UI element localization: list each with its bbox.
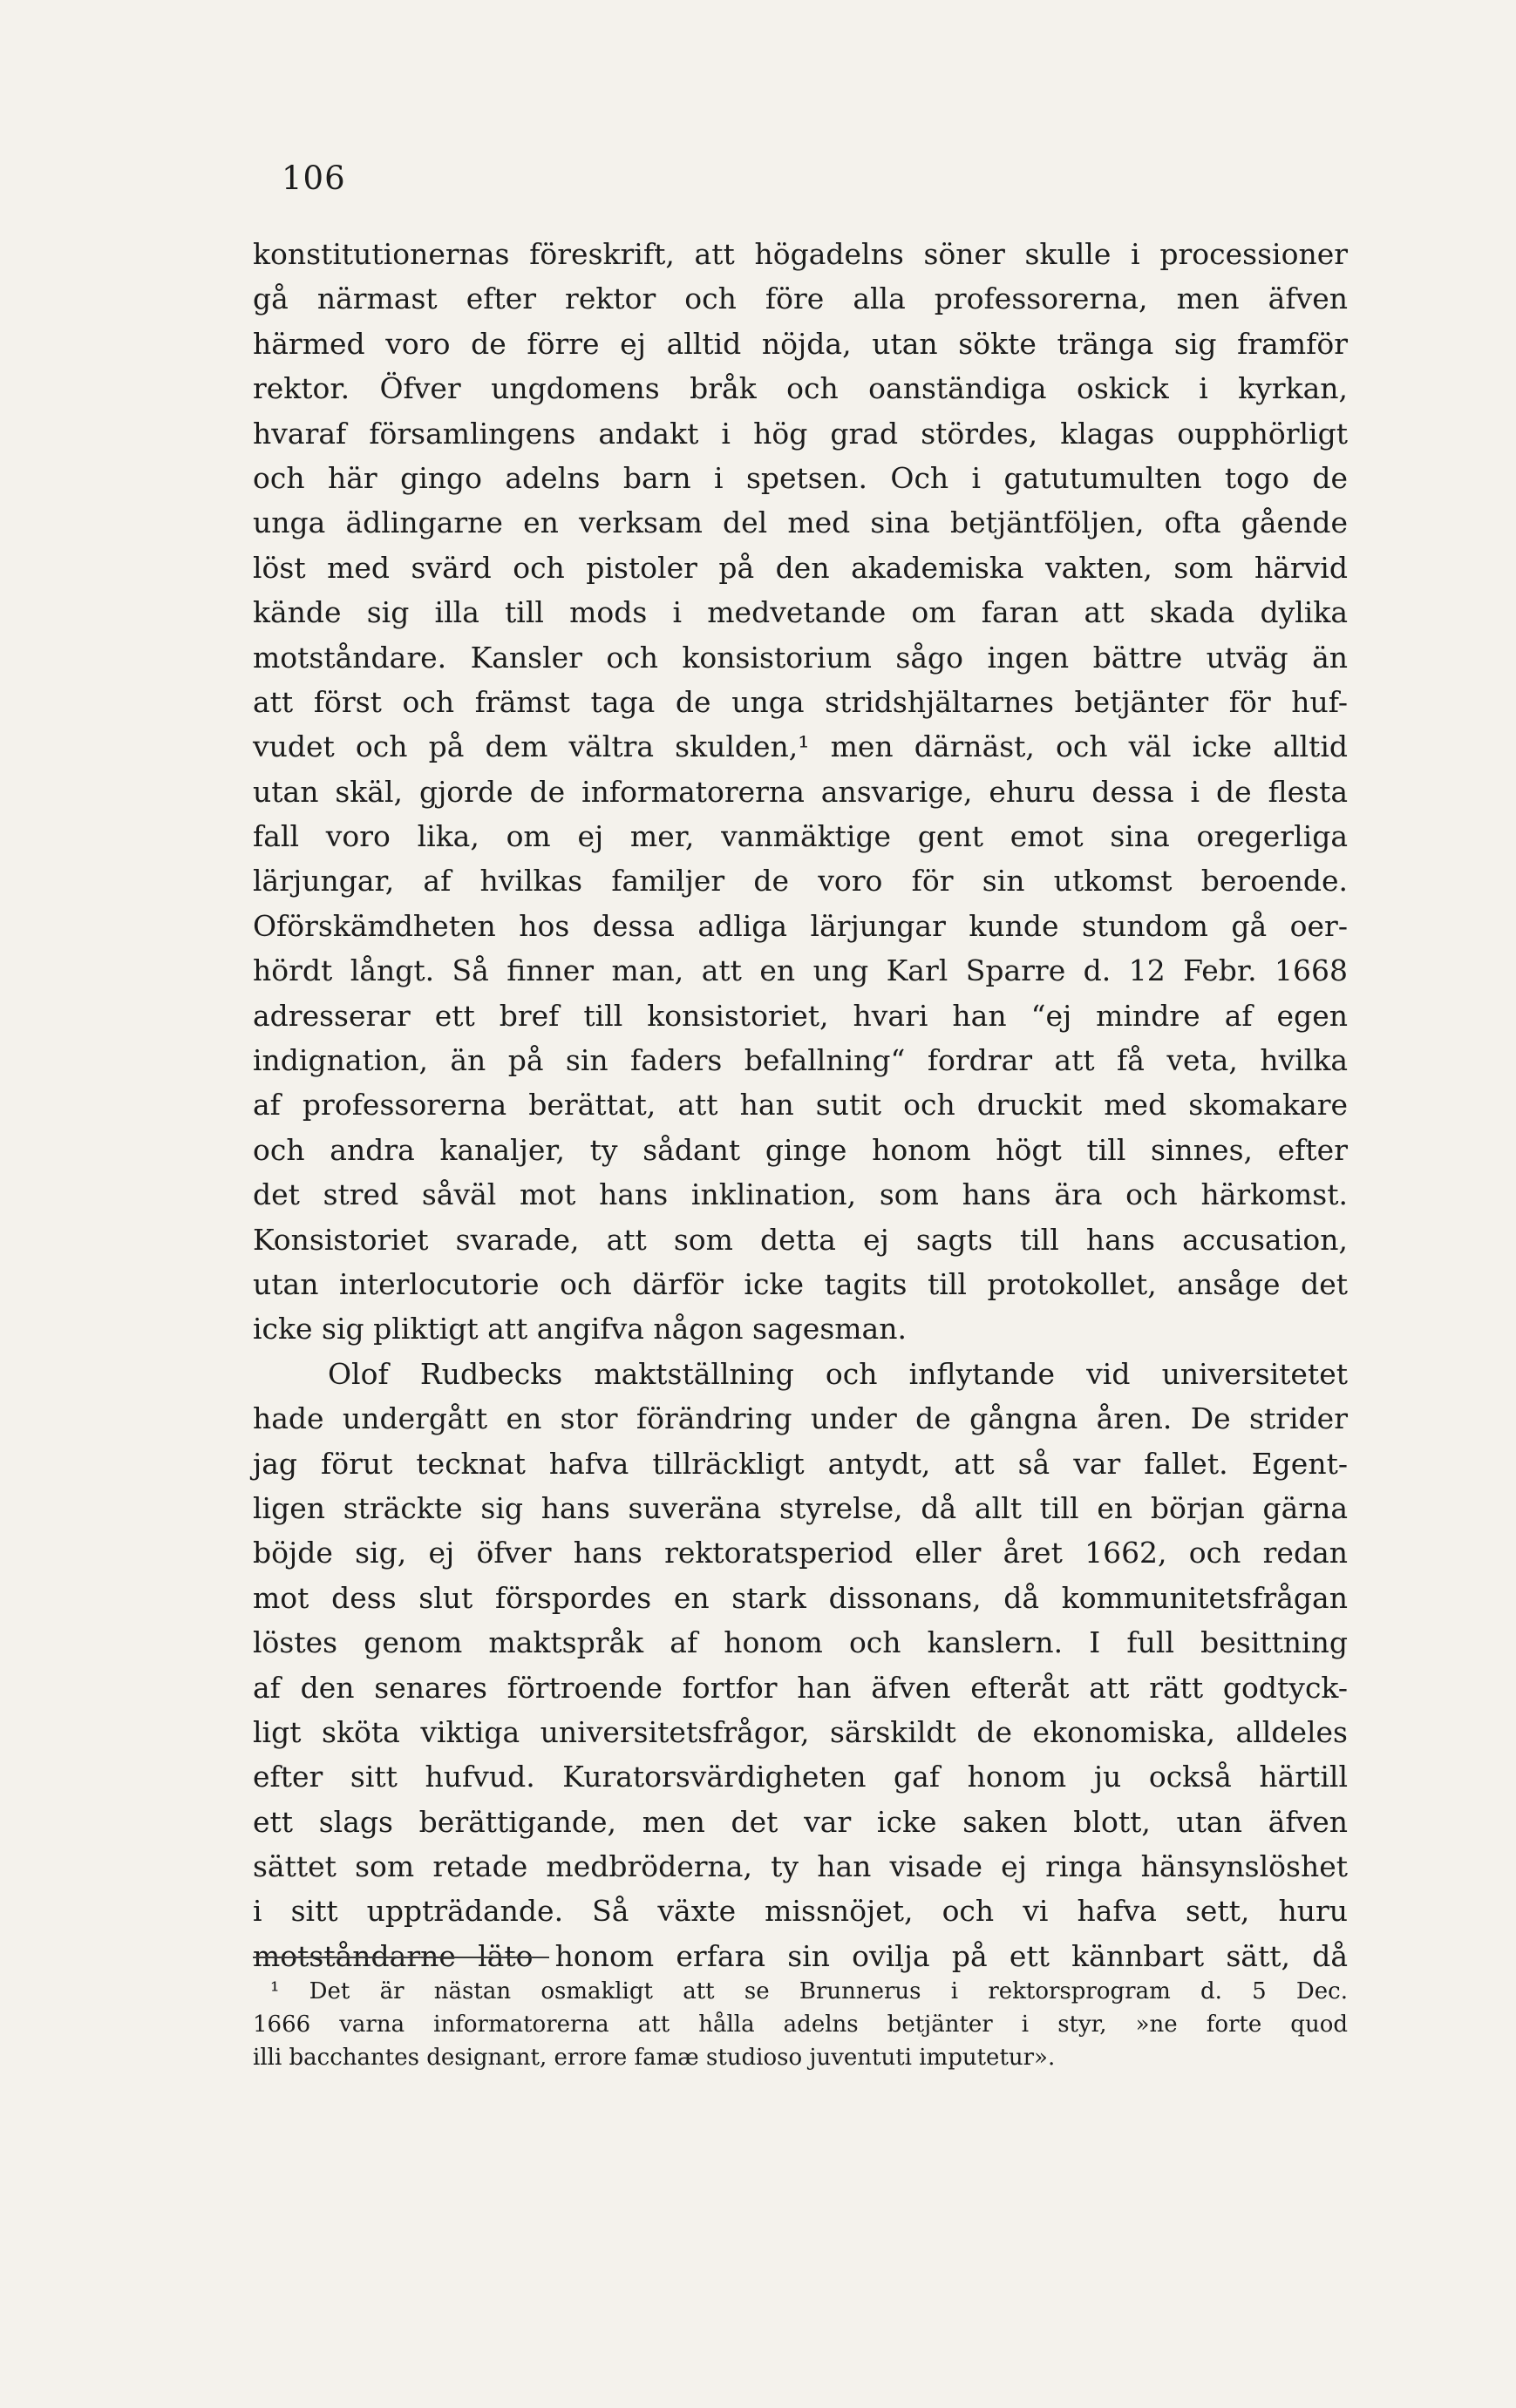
text-line: och här gingo adelns barn i spetsen. Och i gatutumulten togo de — [253, 460, 1348, 495]
text-line: ligt sköta viktiga universitetsfrågor, särskildt de ekonomiska, alldeles — [253, 1714, 1348, 1749]
text-line: vudet och på dem vältra skulden,¹ men därnäst, och väl icke alltid — [253, 729, 1348, 764]
text-line: af professorerna berättat, att han sutit och druckit med skomakare — [253, 1088, 1348, 1123]
text-line: jag förut tecknat hafva tillräckligt antydt, att så var fallet. Egent- — [253, 1446, 1348, 1481]
text-line: adresserar ett bref till konsistoriet, hvari han “ej mindre af egen — [253, 998, 1348, 1033]
footnote-line: ¹ Det är nästan osmakligt att se Brunnerus i rektorsprogram d. 5 Dec. — [270, 1978, 1348, 2004]
paragraph-start-line: Olof Rudbecks maktställning och inflytande vid universitetet — [328, 1356, 1348, 1391]
text-line: hvaraf församlingens andakt i hög grad stördes, klagas oupphörligt — [253, 416, 1348, 451]
text-line: det stred såväl mot hans inklination, som hans ära och härkomst. — [253, 1177, 1348, 1212]
text-line: sättet som retade medbröderna, ty han visade ej ringa hänsynslöshet — [253, 1849, 1348, 1884]
text-line: Konsistoriet svarade, att som detta ej sagts till hans accusation, — [253, 1222, 1348, 1257]
text-line: lärjungar, af hvilkas familjer de voro för sin utkomst beroende. — [253, 864, 1348, 899]
text-line: löstes genom maktspråk af honom och kanslern. I full besittning — [253, 1625, 1348, 1660]
text-line: och andra kanaljer, ty sådant ginge honom högt till sinnes, efter — [253, 1132, 1348, 1167]
text-line: i sitt uppträdande. Så växte missnöjet, och vi hafva sett, huru — [253, 1894, 1348, 1929]
text-line: ligen sträckte sig hans suveräna styrelse, då allt till en början gärna — [253, 1490, 1348, 1525]
footnote-divider — [253, 1957, 549, 1958]
footnote — [253, 1975, 1348, 2074]
text-line: indignation, än på sin faders befallning“ fordrar att få veta, hvilka — [253, 1043, 1348, 1078]
text-line: att först och främst taga de unga stridshjältarnes betjänter för huf- — [253, 684, 1348, 719]
text-line: rektor. Öfver ungdomens bråk och oanständiga oskick i kyrkan, — [253, 371, 1348, 406]
text-line: Oförskämdheten hos dessa adliga lärjungar kunde stundom gå oer- — [253, 908, 1348, 943]
text-line: motståndare. Kansler och konsistorium sågo ingen bättre utväg än — [253, 640, 1348, 675]
footnote-line: 1666 varna informatorerna att hålla adelns betjänter i styr, »ne forte quod — [253, 2011, 1348, 2038]
text-line: löst med svärd och pistoler på den akademiska vakten, som härvid — [253, 550, 1348, 585]
text-line: motståndarne läto honom erfara sin ovilja på ett kännbart sätt, då — [253, 1938, 1348, 1973]
body-text — [253, 232, 1348, 1978]
text-line: ett slags berättigande, men det var icke saken blott, utan äfven — [253, 1804, 1348, 1839]
text-line: kände sig illa till mods i medvetande om faran att skada dylika — [253, 595, 1348, 630]
text-line: utan interlocutorie och därför icke tagits till protokollet, ansåge det — [253, 1266, 1348, 1301]
text-line: utan skäl, gjorde de informatorerna ansvarige, ehuru dessa i de flesta — [253, 774, 1348, 809]
text-line: böjde sig, ej öfver hans rektoratsperiod eller året 1662, och redan — [253, 1536, 1348, 1570]
text-line: hade undergått en stor förändring under de gångna åren. De strider — [253, 1401, 1348, 1436]
text-line: af den senares förtroende fortfor han äfven efteråt att rätt godtyck- — [253, 1670, 1348, 1705]
text-line: konstitutionernas föreskrift, att högadelns söner skulle i processioner — [253, 237, 1348, 271]
footnote-line: illi bacchantes designant, errore famæ studioso juventuti imputetur». — [253, 2045, 1056, 2071]
text-line: fall voro lika, om ej mer, vanmäktige gent emot sina oregerliga — [253, 819, 1348, 854]
page-number: 106 — [282, 159, 346, 197]
text-line: gå närmast efter rektor och före alla professorerna, men äfven — [253, 281, 1348, 316]
text-line: unga ädlingarne en verksam del med sina betjäntföljen, ofta gående — [253, 505, 1348, 540]
text-line: mot dess slut förspordes en stark dissonans, då kommunitetsfrågan — [253, 1580, 1348, 1615]
text-line: efter sitt hufvud. Kuratorsvärdigheten gaf honom ju också härtill — [253, 1760, 1348, 1794]
text-line: hördt långt. Så finner man, att en ung Karl Sparre d. 12 Febr. 1668 — [253, 953, 1348, 988]
text-line: härmed voro de förre ej alltid nöjda, utan sökte tränga sig framför — [253, 326, 1348, 361]
paragraph-end-line: icke sig pliktigt att angifva någon sagesman. — [253, 1312, 907, 1346]
